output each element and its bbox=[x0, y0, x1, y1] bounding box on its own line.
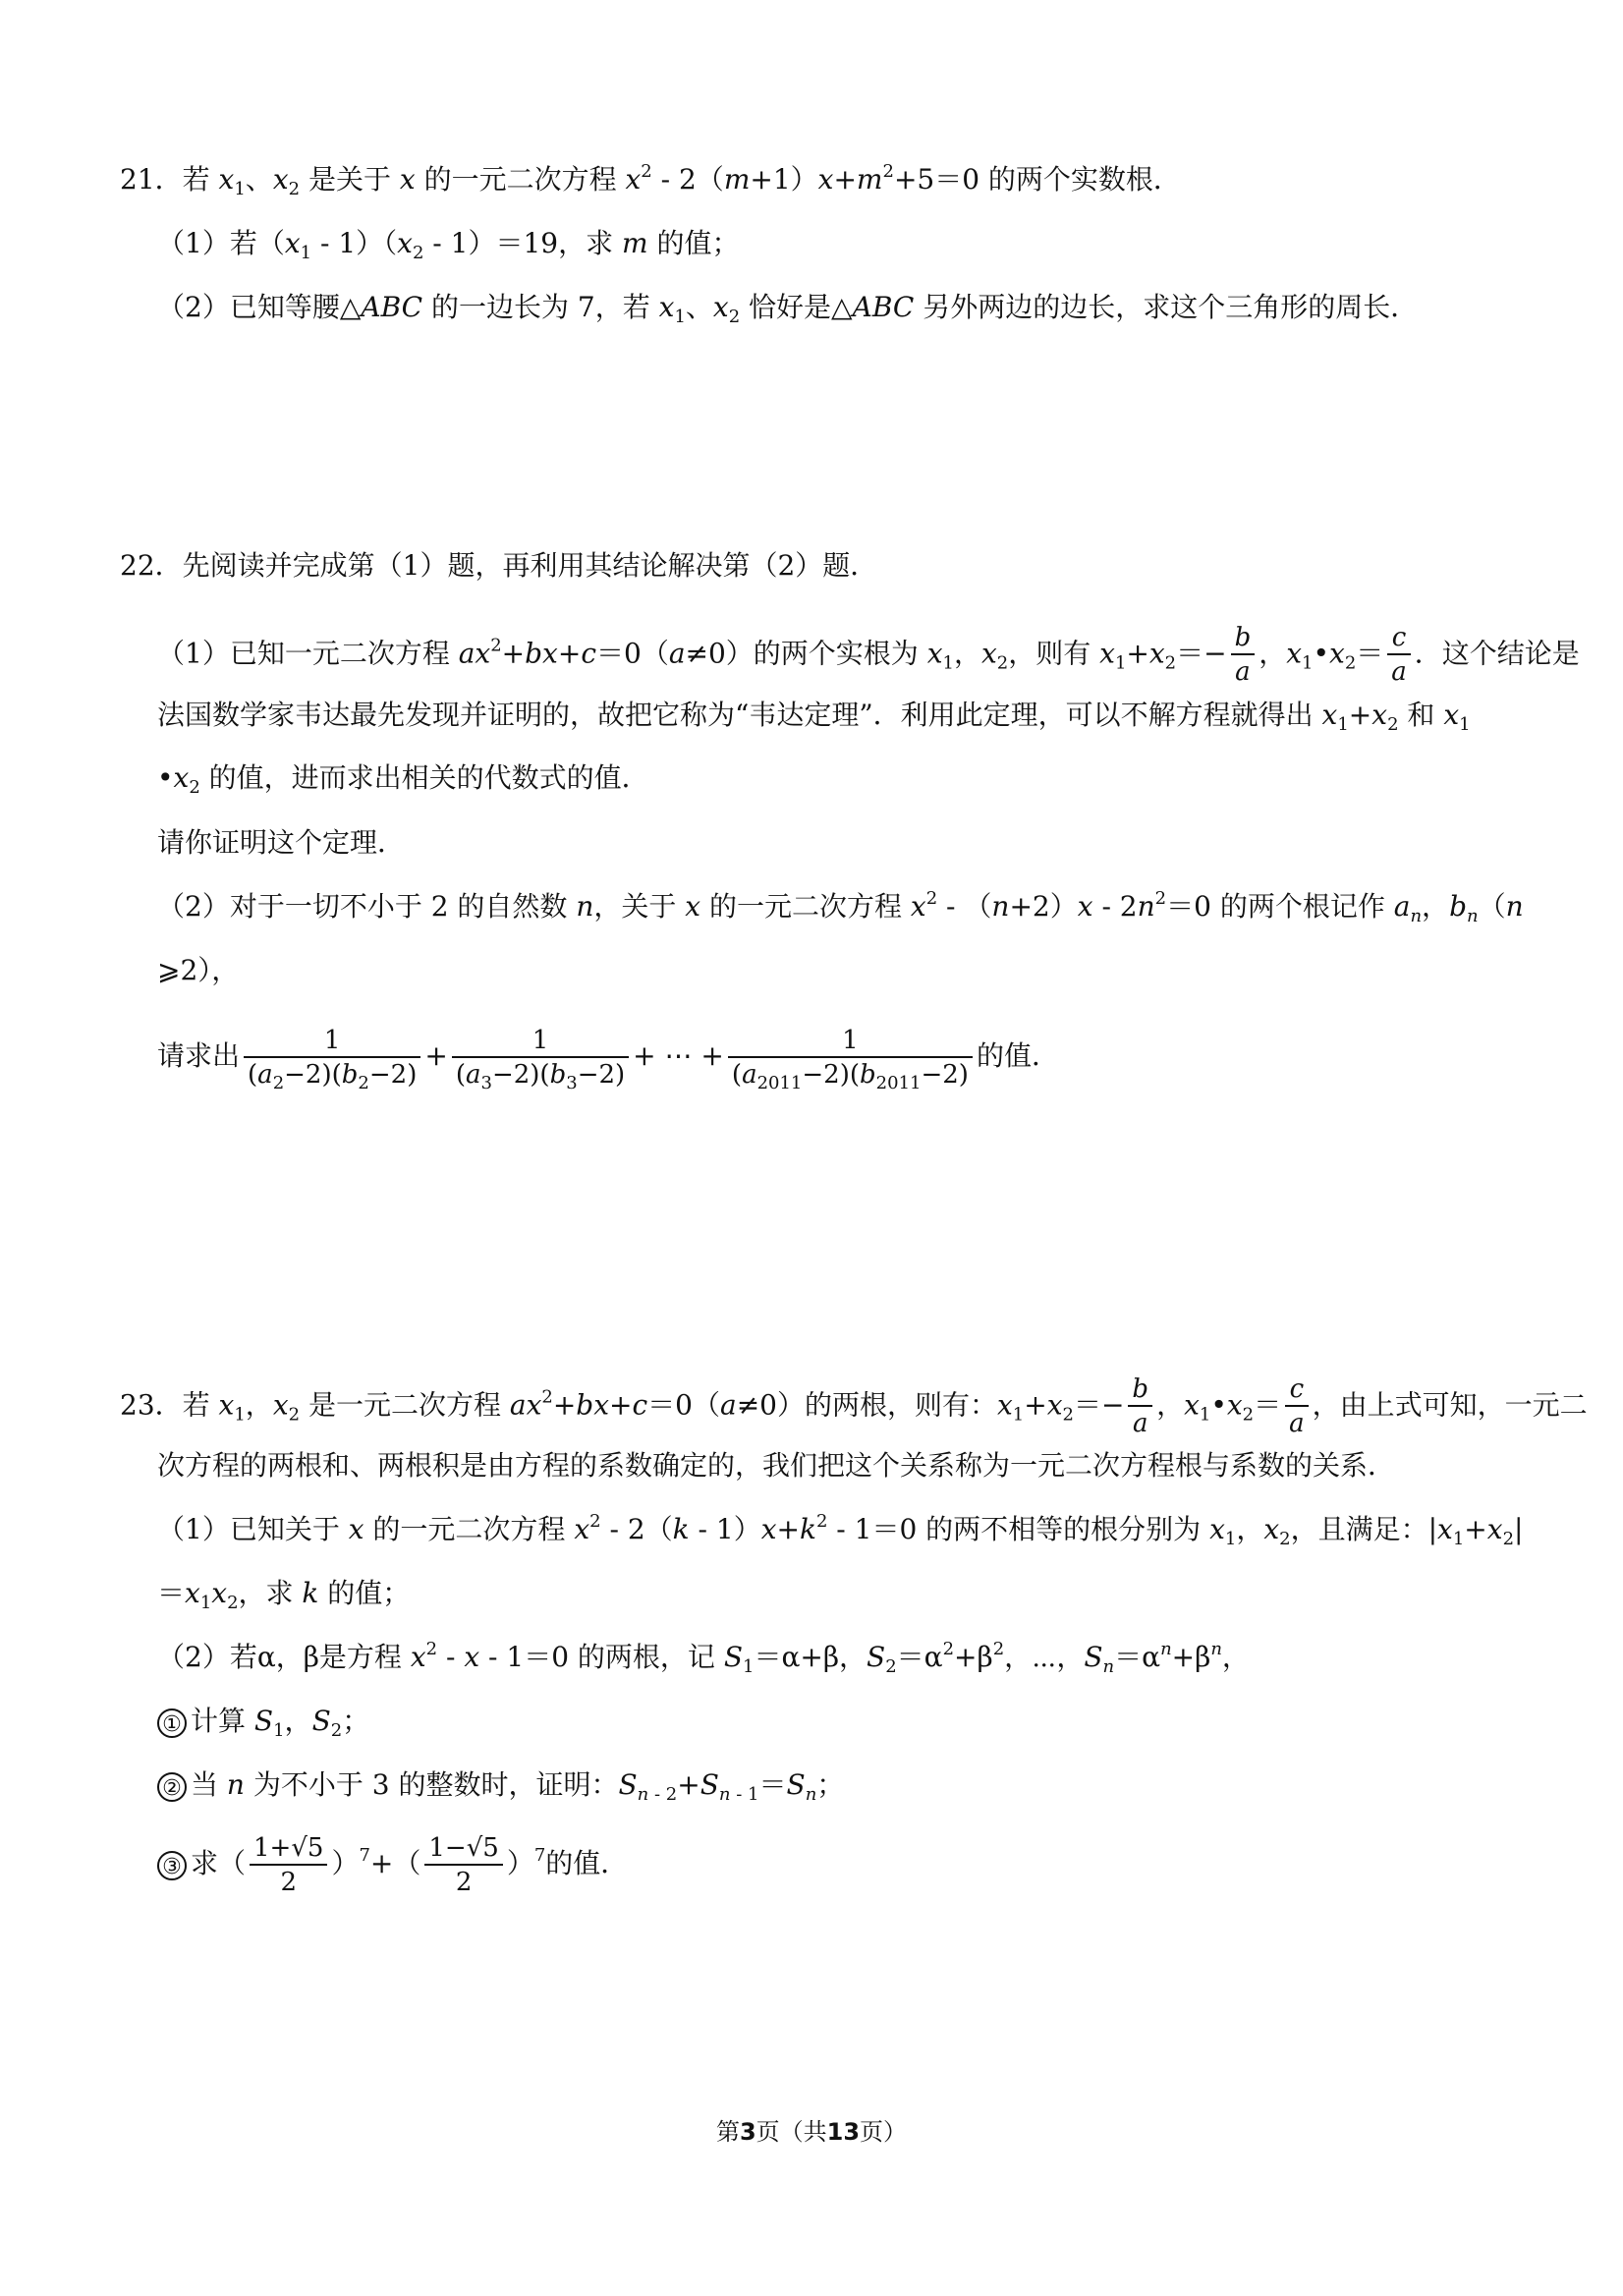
circled-number-1: ① bbox=[157, 1708, 187, 1738]
q22-stem bbox=[120, 546, 877, 586]
fraction: $\frac{1}{(a_{2011}-2)(b_{2011}-2)}$ bbox=[728, 1025, 973, 1092]
q22-part1-line2: 法国数学家韦达最先发现并证明的，故把它称为“韦达定理”．利用此定理，可以不解方程就得出 $x_1+x_2$ 和 $x_1$ bbox=[157, 699, 1471, 735]
q22-part1-line1: （1）已知一元二次方程 $ax^2+bx+c=0(a\ne 0)$的两个实根为 $x_1$，$x_2$，则有 $x_1+x_2=-$ $\frac{b}{a}$ ，$x_1•x_2=$ $\frac{c}{a}$ ．这个结论是 bbox=[157, 623, 1580, 687]
q23-stem-line1: 23．若 $x_1$，$x_2$ 是一元二次方程 $ax^2+bx+c=0(a\ne 0)$的两根，则有：$x_1+x_2=-$ $\frac{b}{a}$ ，$x_1•x_2=$ $\frac{c}{a}$ ，由上式可知，一元二 bbox=[120, 1374, 1588, 1438]
q23-stem-line2: 次方程的两根和、两根积是由方程的系数确定的，我们把这个关系称为一元二次方程根与系数的关系． bbox=[157, 1449, 1396, 1482]
q21-stem: 21．若 $x_1$、$x_2$ 是关于 x 的一元二次方程 $x^2 - 2(m+1)x+m^2+5=0$ 的两个实数根． bbox=[120, 161, 1181, 199]
footer-page-number: 3 bbox=[739, 2118, 756, 2146]
q23-part1-line2: $=x_1x_2$，求 k 的值； bbox=[157, 1577, 411, 1613]
fraction: $\frac{1}{(a_2-2)(b_2-2)}$ bbox=[244, 1025, 420, 1092]
q22-part2-line1: （2）对于一切不小于 2 的自然数 n，关于 x 的一元二次方程 $x^2 - (n+2)x - 2n^2=0$ 的两个根记作 $a_n$，$b_n(n$ bbox=[157, 888, 1524, 926]
fraction: $\frac{b}{a}$ bbox=[1231, 622, 1256, 689]
fraction: $\frac{1}{(a_3-2)(b_3-2)}$ bbox=[452, 1025, 629, 1092]
q21-part1: （1）若$(x_1 - 1)(x_2 - 1)=19$，求 m 的值； bbox=[157, 227, 740, 263]
q22-stem-text: 先阅读并完成第（1）题，再利用其结论解决第（2）题． bbox=[182, 549, 878, 582]
q22-part2-line3: 请求出 $\frac{1}{(a_2-2)(b_2-2)}$ + $\frac{1}{(a_3-2)(b_3-2)}$ + ⋯ + $\frac{1}{(a_{2011}-2)(b_{2011}-2)}$ 的值． bbox=[157, 1025, 1059, 1093]
q23-part2-line1: （2）若α，β是方程 $x^2 - x - 1=0$ 的两根，记 $S_1=\alpha+\beta$，$S_2=\alpha^2+\beta^2$，⋯，$S_n=\alpha^n+\beta^n$， bbox=[157, 1639, 1250, 1677]
q21-part2: （2）已知等腰△ABC 的一边长为 7，若 $x_1$、$x_2$ 恰好是△ABC 另外两边的边长，求这个三角形的周长． bbox=[157, 291, 1419, 327]
q21-number: 21． bbox=[120, 163, 183, 196]
q23-item3: ③ 求（ $\frac{1+√5}{2}$ ）$^7$+（ $\frac{1-√5}{2}$ ）$^7$的值． bbox=[157, 1829, 628, 1899]
fraction: $\frac{c}{a}$ bbox=[1285, 1373, 1309, 1440]
fraction: $\frac{1-√5}{2}$ bbox=[424, 1832, 502, 1899]
q22-part1-line4: 请你证明这个定理． bbox=[157, 826, 406, 859]
fraction: $\frac{1+√5}{2}$ bbox=[250, 1832, 327, 1899]
circled-number-2: ② bbox=[157, 1772, 187, 1802]
fraction: $\frac{c}{a}$ bbox=[1387, 622, 1411, 689]
fraction: $\frac{b}{a}$ bbox=[1128, 1373, 1152, 1440]
circled-number-3: ③ bbox=[157, 1851, 187, 1880]
footer-prefix: 第 bbox=[715, 2118, 740, 2146]
footer-mid: 页（共 bbox=[756, 2118, 827, 2146]
q23-number: 23． bbox=[120, 1388, 183, 1422]
q22-number: 22． bbox=[120, 549, 183, 582]
q22-part2-line2: ⩾2）， bbox=[157, 954, 240, 986]
footer-suffix: 页） bbox=[860, 2118, 908, 2146]
q23-part1-line1: （1）已知关于 x 的一元二次方程 $x^2 - 2(k - 1)x+k^2 - 1=0$ 的两不相等的根分别为 $x_1$，$x_2$，且满足：$|x_1+x_2|$ bbox=[157, 1511, 1524, 1549]
q22-part1-line3: $•x_2$ 的值，进而求出相关的代数式的值． bbox=[157, 761, 649, 798]
footer-total-pages: 13 bbox=[826, 2118, 861, 2146]
q23-item1: ① 计算 $S_1$，$S_2$； bbox=[157, 1702, 369, 1741]
page-footer bbox=[0, 2112, 1623, 2147]
q23-item2: ② 当 n 为不小于 3 的整数时，证明：$S_{n - 2}+S_{n - 1}=S_n$； bbox=[157, 1765, 844, 1805]
